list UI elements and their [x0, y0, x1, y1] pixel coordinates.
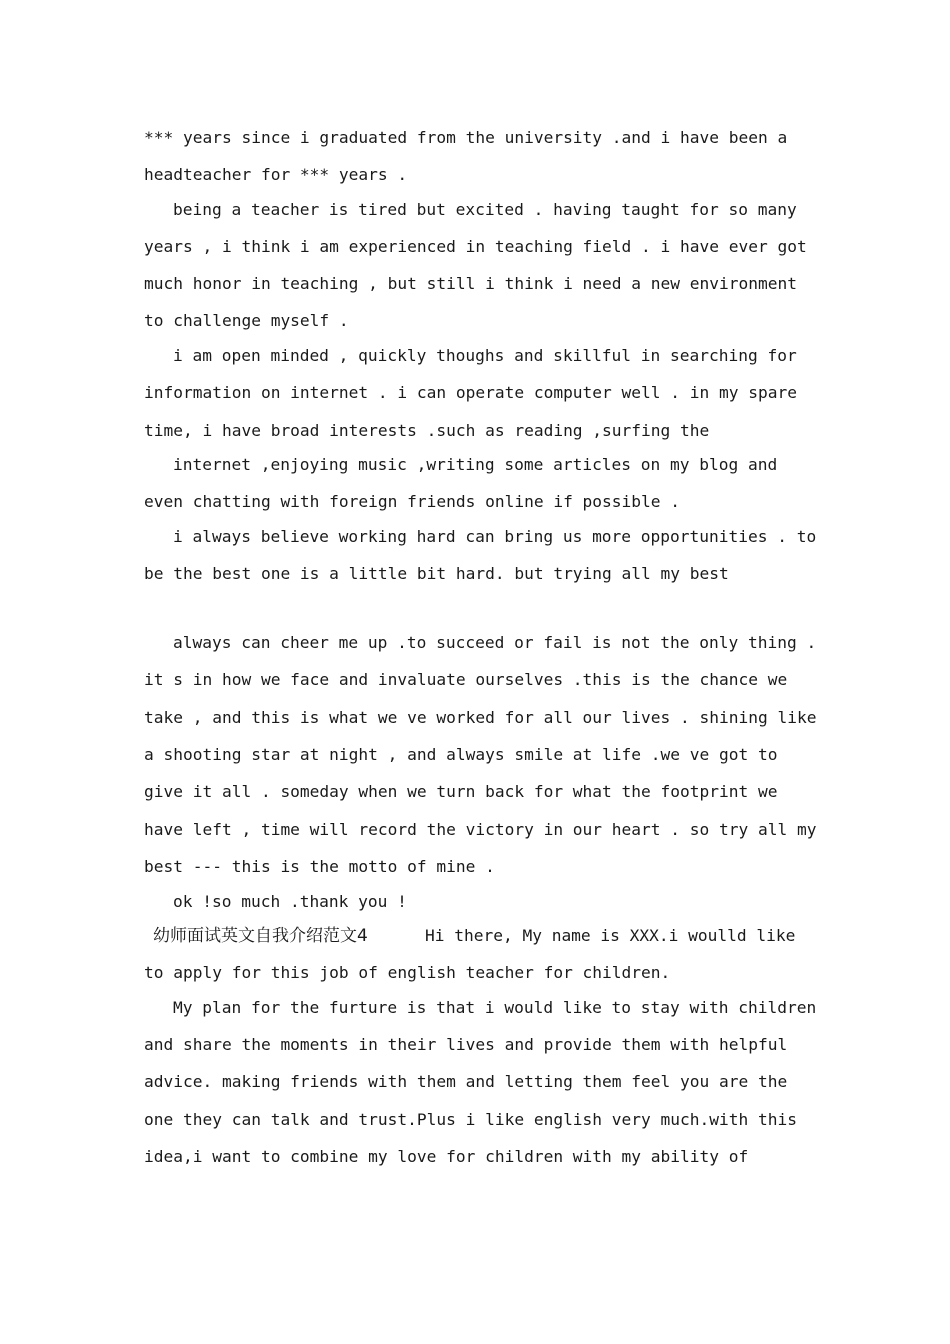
text-line: and share the moments in their lives and provide them with helpful [144, 1035, 788, 1054]
text-line: i am open minded , quickly thoughs and skillful in searching for [173, 346, 797, 365]
text-line: give it all . someday when we turn back for what the footprint we [144, 782, 778, 801]
text-line: much honor in teaching , but still i think i need a new environment [144, 274, 797, 293]
text-line: a shooting star at night , and always smile at life .we ve got to [144, 745, 778, 764]
text-line: advice. making friends with them and letting them feel you are the [144, 1072, 788, 1091]
text-line: Hi there, My name is XXX.i woulld like [425, 926, 796, 945]
section-heading: 幼师面试英文自我介绍范文4 [153, 926, 368, 946]
text-line: take , and this is what we ve worked for all our lives . shining like [144, 708, 817, 727]
text-line: *** years since i graduated from the university .and i have been a [144, 128, 788, 147]
text-line: to challenge myself . [144, 311, 349, 330]
text-line: i always believe working hard can bring us more opportunities . to [173, 527, 817, 546]
text-line: it s in how we face and invaluate ourselves .this is the chance we [144, 670, 788, 689]
text-line: being a teacher is tired but excited . having taught for so many [173, 200, 797, 219]
text-line: to apply for this job of english teacher for children. [144, 963, 671, 982]
text-line: have left , time will record the victory in our heart . so try all my [144, 820, 817, 839]
text-line: time, i have broad interests .such as reading ,surfing the [144, 421, 710, 440]
text-line: one they can talk and trust.Plus i like english very much.with this [144, 1110, 797, 1129]
text-line: idea,i want to combine my love for children with my ability of [144, 1147, 749, 1166]
text-line: ok !so much .thank you ! [173, 892, 407, 911]
text-line: even chatting with foreign friends online if possible . [144, 492, 681, 511]
text-line: My plan for the furture is that i would like to stay with children [173, 998, 817, 1017]
text-line: headteacher for *** years . [144, 165, 408, 184]
text-line: years , i think i am experienced in teaching field . i have ever got [144, 237, 807, 256]
text-line: information on internet . i can operate computer well . in my spare [144, 383, 797, 402]
text-line: always can cheer me up .to succeed or fail is not the only thing . [173, 633, 817, 652]
text-line: internet ,enjoying music ,writing some articles on my blog and [173, 455, 778, 474]
text-line: best --- this is the motto of mine . [144, 857, 495, 876]
text-line: be the best one is a little bit hard. but trying all my best [144, 564, 729, 583]
